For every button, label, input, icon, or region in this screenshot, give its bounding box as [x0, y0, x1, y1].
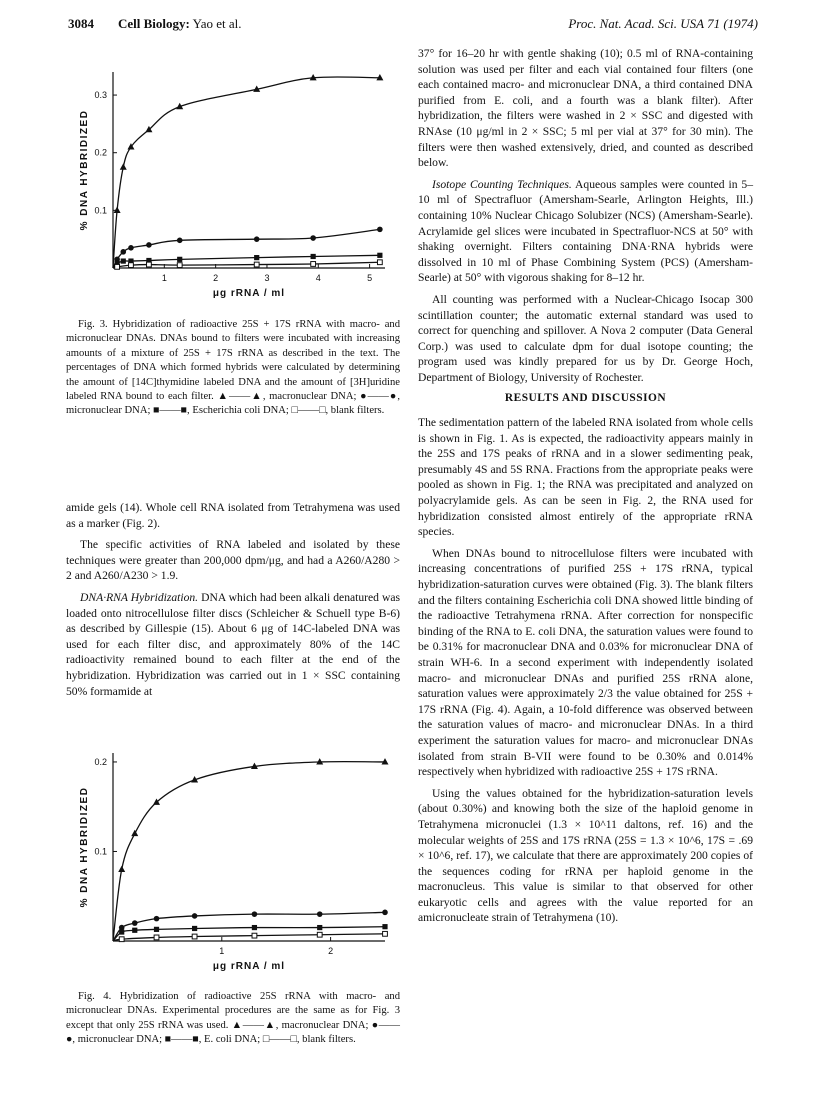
- y-tick-label: 0.2: [94, 147, 107, 158]
- series-line: [113, 262, 380, 268]
- data-point-open-square: [129, 263, 134, 268]
- journal-section: Cell Biology:: [118, 16, 190, 31]
- data-point-circle: [120, 249, 126, 255]
- data-point-open-square: [192, 934, 197, 939]
- right-column-text: [418, 46, 753, 932]
- figure-3-chart: [58, 62, 403, 307]
- paragraph-text: DNA which had been alkali denatured was loaded onto nitrocellulose filter discs (Schleicher & Schuell type B-6) as described by Gillespie (15). About 6 μg of 14C-labeled DNA was used for each filter disc, and approximately 80% of the 14C radioactivity remained bound to each filter at the end of the hybridization. Hybridization was carried out in 1 × SSC containing 50% formamide at: [66, 590, 400, 698]
- data-point-open-square: [177, 263, 182, 268]
- x-tick-label: 4: [315, 273, 321, 283]
- x-tick-label: 1: [219, 946, 225, 956]
- journal-reference: Proc. Nat. Acad. Sci. USA 71 (1974): [568, 16, 758, 31]
- paragraph: Using the values obtained for the hybridization-saturation levels (about 0.30%) and knowing both the size of the haploid genome in Tetrahymena micronuclei (1.3 × 10^11 daltons, ref. 16) and the molecular weights of 25S and 17S rRNA (25S = 1.3 × 10^6, 17S = .69 × 10^6, ref. 17), we calculate that there are approximately 200 copies of the sequences coding for rRNA per haploid genome in the macronucleus. This value is similar to that observed for other eukaryotic cells and agrees with the value reported for an amicronucleate strain of Tetrahymena (10).: [418, 786, 753, 925]
- series-line: [113, 255, 380, 268]
- data-point-square: [254, 255, 259, 260]
- data-point-circle: [192, 913, 198, 919]
- section-title: RESULTS AND DISCUSSION: [504, 392, 667, 405]
- y-tick-label: 0.3: [94, 90, 107, 101]
- data-point-circle: [377, 227, 383, 233]
- data-point-open-square: [383, 931, 388, 936]
- x-tick-label: 2: [213, 273, 219, 283]
- figure-3-caption-label: Fig. 3.: [78, 319, 108, 330]
- paragraph: amide gels (14). Whole cell RNA isolated from Tetrahymena was used as a marker (Fig. 2).: [66, 501, 400, 530]
- data-point-open-square: [154, 935, 159, 940]
- running-authors: Yao et al.: [192, 16, 242, 31]
- figure-4: [58, 745, 403, 982]
- data-point-open-square: [147, 262, 152, 267]
- data-point-square: [317, 925, 322, 930]
- data-point-square: [382, 924, 387, 929]
- data-point-open-square: [377, 260, 382, 265]
- data-point-open-square: [311, 262, 316, 267]
- data-point-triangle: [131, 830, 138, 836]
- paragraph: [66, 590, 400, 699]
- data-point-open-square: [119, 937, 124, 942]
- data-point-circle: [254, 236, 260, 242]
- paragraph-heading: DNA·RNA Hybridization.: [80, 590, 199, 604]
- data-point-square: [119, 929, 124, 934]
- data-point-circle: [317, 911, 323, 917]
- data-point-square: [311, 254, 316, 259]
- paragraph: The sedimentation pattern of the labeled RNA isolated from whole cells is shown in Fig. 1. As is expected, the radioactivity appears mainly in the 25S and 17S peaks of rRNA and in a slower sedimenting peak, presumably 4S and 5S RNA. Fractions from the appropriate peaks were pooled as shown in Fig. 1; the RNA was precipitated and analyzed on polyacrylamide gels. As can be seen in Fig. 2, the RNA used for hybridization consisted almost entirely of the appropriate rRNA species.: [418, 416, 753, 539]
- data-point-triangle: [118, 866, 125, 872]
- figure-4-caption-text: Hybridization of radioactive 25S rRNA with macro- and micronuclear DNAs. Experimental procedures are the same as for Fig. 3 except that only 25S rRNA was used. ▲——▲, macronuclear DNA; ●——●, micronuclear DNA; ■——■, E. coli DNA; □——□, blank filters.: [66, 991, 400, 1046]
- data-point-open-square: [317, 932, 322, 937]
- page-number: 3084: [68, 16, 94, 31]
- running-head: [118, 16, 242, 32]
- paragraph: [418, 177, 753, 286]
- left-column-text: [66, 500, 400, 705]
- figure-4-caption: [66, 990, 400, 1048]
- x-tick-label: 2: [328, 946, 334, 956]
- data-point-square: [132, 928, 137, 933]
- paragraph: 37° for 16–20 hr with gentle shaking (10); 0.5 ml of RNA-containing solution was used per filter and each vial contained four filters (one each contained macro- and micronuclear DNA, a third contained DNA purified from E. coli, and a fourth was a blank filter). After hybridization, the filters were washed in 2 × SSC and digested with RNAse (10 μg/ml in 2 × SSC; 5 ml per vial at 37° for 30 min). The filters were then washed extensively, dried, and counted as described below.: [418, 47, 753, 170]
- data-point-open-square: [252, 933, 257, 938]
- series-line: [113, 229, 380, 268]
- data-point-circle: [177, 238, 183, 244]
- x-axis-label: μg rRNA / ml: [212, 961, 286, 972]
- data-point-circle: [132, 920, 138, 926]
- paragraph: When DNAs bound to nitrocellulose filters were incubated with increasing concentrations of purified 25S + 17S rRNA, typical hybridization-saturation curves were obtained (Fig. 3). The blank filters and the filters containing Escherichia coli DNA showed little binding of the radioactive Tetrahymena rRNA. After correction for nonspecific binding of the RNA to E. coli DNA, the saturation values were found to be 0.31% for macronuclear DNA and 0.03% for micronuclear DNA of strain WH-6. In a second experiment with independently isolated macro- and micronuclear DNAs and purified 25S rRNA alone, saturation values were approximately 2/3 the value obtained for 25S + 17S rRNA (Fig. 4). Again, a 10-fold difference was observed between the saturation values of macro- and micronuclear DNAs. In a third experiment the saturation values for macro- and micronuclear DNAs isolated from strain B-VII were found to be 0.30% and 0.014% respectively when hybridized with radioactive 25S + 17S rRNA.: [418, 546, 753, 779]
- data-point-triangle: [114, 207, 121, 213]
- x-axis-label: μg rRNA / ml: [212, 288, 286, 299]
- paragraph-text: Aqueous samples were counted in 5–10 ml of Spectrafluor (Amersham-Searle, Arlington Heights, Ill.) containing 10% Nuclear Chicago Solubizer (NCS) (Amersham-Searle). Acrylamide gel slices were incubated in Spectrafluor-NCS at 50° with shaking overnight. Filters containing DNA·RNA hybrids were dissolved in 10 ml of Phase Combining System (PCS) (Amersham-Searle) at 50° with vigorous shaking for 8–12 hr.: [418, 177, 753, 285]
- figure-3-caption: [66, 318, 400, 419]
- data-point-open-square: [115, 264, 120, 269]
- figure-3-caption-text: Hybridization of radioactive 25S + 17S rRNA with macro- and micronuclear DNAs. DNAs bound to filters were incubated with increasing amounts of a mixture of 25S + 17S rRNA as described in the text. The percentages of DNA which formed hybrids were calculated by determining the amount of [14C]thymidine labeled DNA and the amount of [3H]uridine labeled RNA bound to each filter. ▲——▲, macronuclear DNA; ●——●, micronuclear DNA; ■——■, Escherichia coli DNA; □——□, blank filters.: [66, 319, 400, 417]
- data-point-circle: [146, 242, 152, 248]
- data-point-circle: [154, 916, 160, 922]
- data-point-circle: [310, 235, 316, 241]
- x-tick-label: 5: [367, 273, 373, 283]
- data-point-square: [192, 926, 197, 931]
- x-tick-label: 1: [161, 273, 167, 283]
- y-tick-label: 0.2: [94, 756, 107, 767]
- y-tick-label: 0.1: [94, 205, 107, 216]
- figure-3: [58, 62, 403, 312]
- figure-4-caption-label: Fig. 4.: [78, 991, 112, 1002]
- data-point-circle: [128, 245, 134, 251]
- data-point-square: [377, 253, 382, 258]
- paragraph: The specific activities of RNA labeled and isolated by these techniques were greater than 200,000 dpm/μg, and had a A260/A280 > 2 and A260/A230 > 1.9.: [66, 538, 400, 583]
- data-point-circle: [382, 910, 388, 916]
- data-point-square: [177, 257, 182, 262]
- figure-4-chart: [58, 745, 403, 977]
- data-point-square: [252, 925, 257, 930]
- x-tick-label: 3: [264, 273, 270, 283]
- data-point-square: [154, 927, 159, 932]
- data-point-square: [121, 258, 126, 263]
- paragraph-heading: Isotope Counting Techniques.: [432, 177, 572, 191]
- data-point-circle: [252, 911, 258, 917]
- y-axis-label: % DNA HYBRIDIZED: [79, 109, 90, 231]
- paragraph: All counting was performed with a Nuclear-Chicago Isocap 300 scintillation counter; the automatic external standard was used to correct for quenching and spillover. A Nova 2 computer (Data General Corp.) was used to calculate dpm for dual isotope counting; the program used was kindly prepared for us by Dr. George Hoch, Department of Biology, University of Rochester.: [418, 292, 753, 384]
- data-point-triangle: [120, 163, 127, 169]
- data-point-open-square: [254, 262, 259, 267]
- y-tick-label: 0.1: [94, 846, 107, 857]
- y-axis-label: % DNA HYBRIDIZED: [79, 786, 90, 908]
